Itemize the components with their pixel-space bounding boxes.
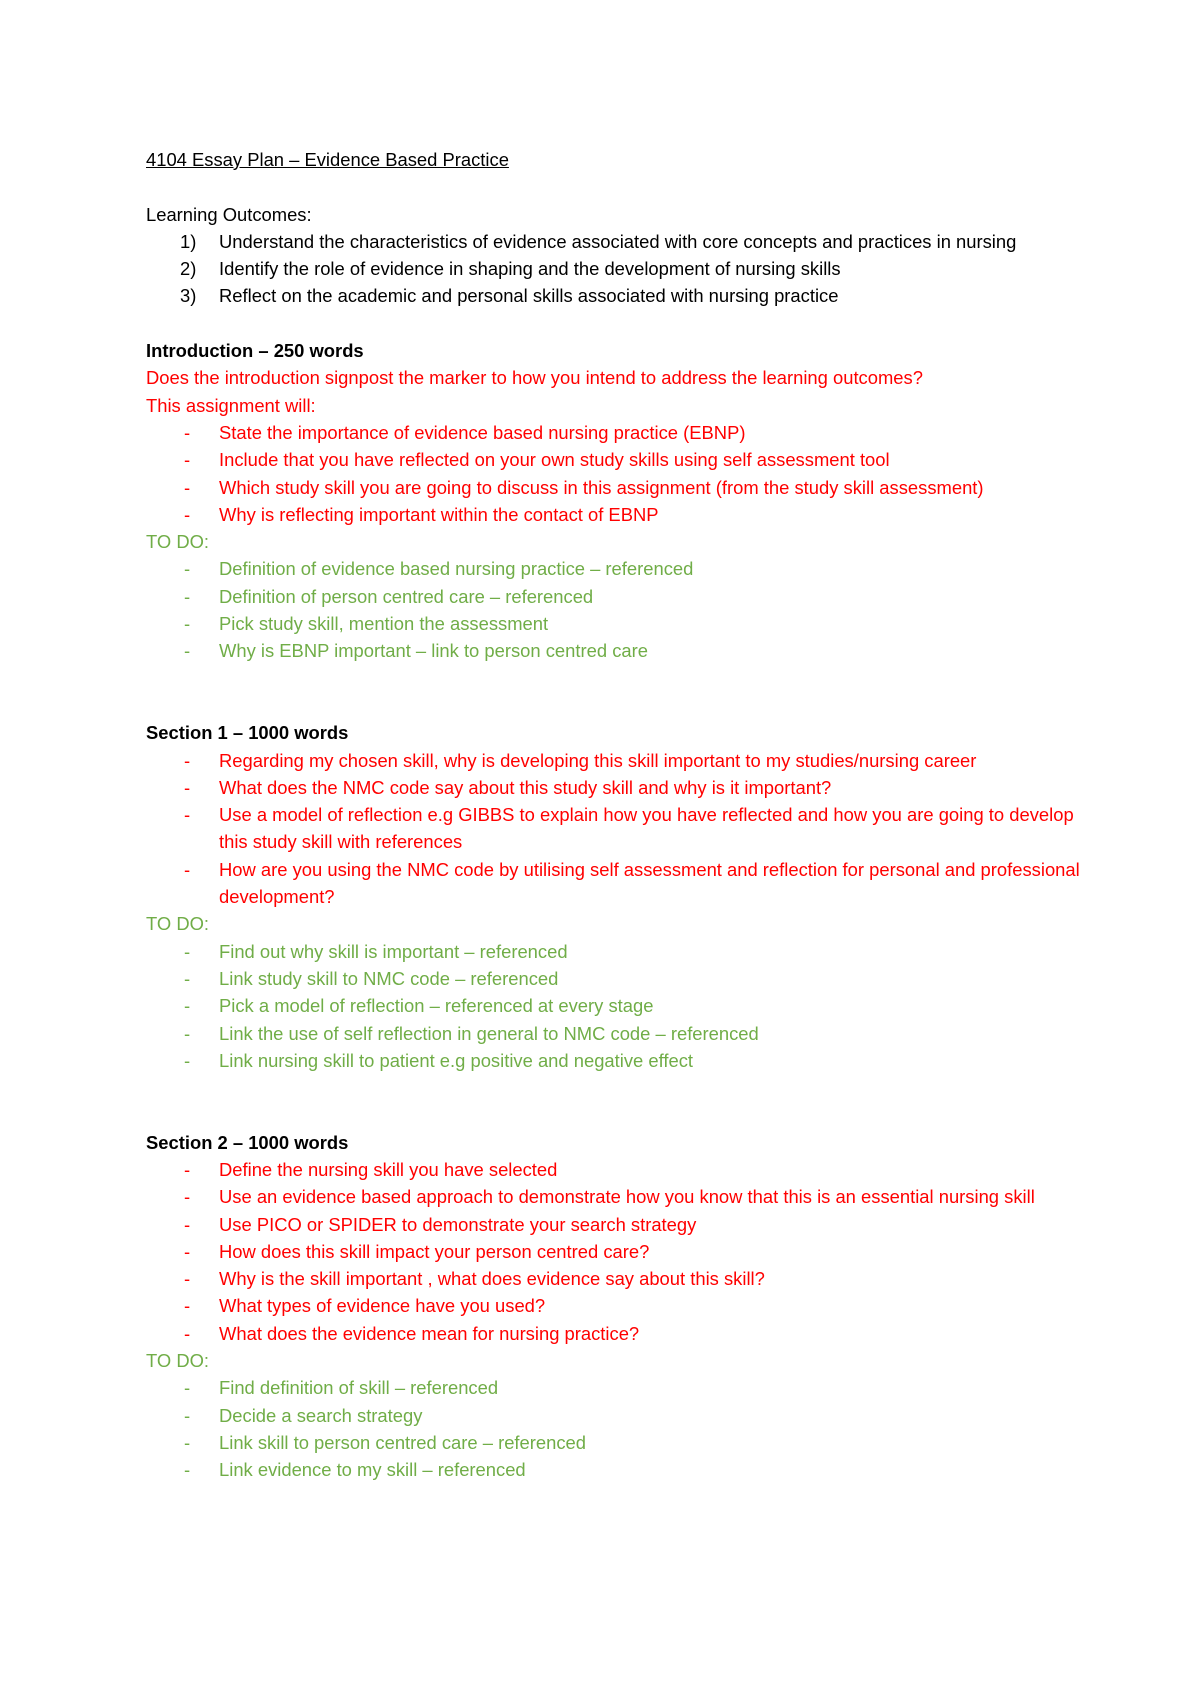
list-item: - Which study skill you are going to discuss in this assignment (from the study skill assessment)	[184, 476, 984, 498]
section1-heading: Section 1 – 1000 words	[146, 722, 349, 744]
todo-item: - Link the use of self reflection in general to NMC code – referenced	[184, 1022, 759, 1044]
todo-item: - Decide a search strategy	[184, 1404, 423, 1426]
list-item: - State the importance of evidence based nursing practice (EBNP)	[184, 421, 746, 443]
todo-item: - Find out why skill is important – referenced	[184, 940, 568, 962]
learning-outcome-item: 3) Reflect on the academic and personal skills associated with nursing practice	[180, 285, 839, 307]
list-item: - Regarding my chosen skill, why is developing this skill important to my studies/nursing career	[184, 749, 977, 771]
introduction-prompt: Does the introduction signpost the marker to how you intend to address the learning outcomes?	[146, 367, 923, 389]
todo-item: - Pick study skill, mention the assessment	[184, 613, 549, 635]
section2-heading: Section 2 – 1000 words	[146, 1131, 349, 1153]
list-item: - Why is reflecting important within the contact of EBNP	[184, 503, 659, 525]
list-item: - What does the evidence mean for nursing practice?	[184, 1322, 640, 1344]
learning-outcomes-list	[146, 228, 1086, 310]
document-title: 4104 Essay Plan – Evidence Based Practice	[146, 149, 509, 170]
introduction-prompt: This assignment will:	[146, 394, 316, 416]
section1-points	[146, 747, 1086, 911]
list-item: - Use PICO or SPIDER to demonstrate your search strategy	[184, 1213, 697, 1235]
todo-label: TO DO:	[146, 531, 210, 553]
todo-item: - Definition of person centred care – referenced	[184, 585, 594, 607]
list-item: - Use an evidence based approach to demonstrate how you know that this is an essential nursing skill	[184, 1186, 1035, 1208]
todo-item: - Link skill to person centred care – referenced	[184, 1431, 586, 1453]
introduction-points	[146, 419, 1086, 528]
todo-item: - Pick a model of reflection – referenced at every stage	[184, 995, 654, 1017]
list-item: - Include that you have reflected on your own study skills using self assessment tool	[184, 449, 890, 471]
list-item: - What types of evidence have you used?	[184, 1295, 546, 1317]
learning-outcomes-heading: Learning Outcomes:	[146, 203, 312, 225]
learning-outcome-item: 2) Identify the role of evidence in shaping and the development of nursing skills	[180, 258, 841, 280]
learning-outcome-item: 1) Understand the characteristics of evidence associated with core concepts and practices in nursing	[180, 230, 1017, 252]
list-item: - What does the NMC code say about this study skill and why is it important?	[184, 776, 832, 798]
list-item: - Why is the skill important , what does evidence say about this skill?	[184, 1268, 765, 1290]
todo-item: - Definition of evidence based nursing practice – referenced	[184, 558, 694, 580]
introduction-todo-list	[146, 555, 1086, 664]
section2-points	[146, 1156, 1086, 1347]
todo-label: TO DO:	[146, 913, 210, 935]
list-item: - Define the nursing skill you have selected	[184, 1158, 558, 1180]
section1-todo-list	[146, 938, 1086, 1074]
todo-item: - Find definition of skill – referenced	[184, 1377, 499, 1399]
section2-todo-list	[146, 1374, 1086, 1483]
list-item: - How does this skill impact your person centred care?	[184, 1240, 650, 1262]
introduction-heading: Introduction – 250 words	[146, 340, 364, 362]
todo-item: - Link nursing skill to patient e.g positive and negative effect	[184, 1049, 694, 1071]
list-item: - Use a model of reflection e.g GIBBS to explain how you have reflected and how you are going to develop this study skill with references	[184, 804, 1074, 853]
todo-item: - Link study skill to NMC code – referenced	[184, 967, 559, 989]
todo-label: TO DO:	[146, 1350, 210, 1372]
todo-item: - Link evidence to my skill – referenced	[184, 1459, 526, 1481]
document-body	[146, 146, 1086, 1484]
list-item: - How are you using the NMC code by utilising self assessment and reflection for personal and professional development?	[184, 858, 1080, 908]
todo-item: - Why is EBNP important – link to person centred care	[184, 640, 648, 662]
